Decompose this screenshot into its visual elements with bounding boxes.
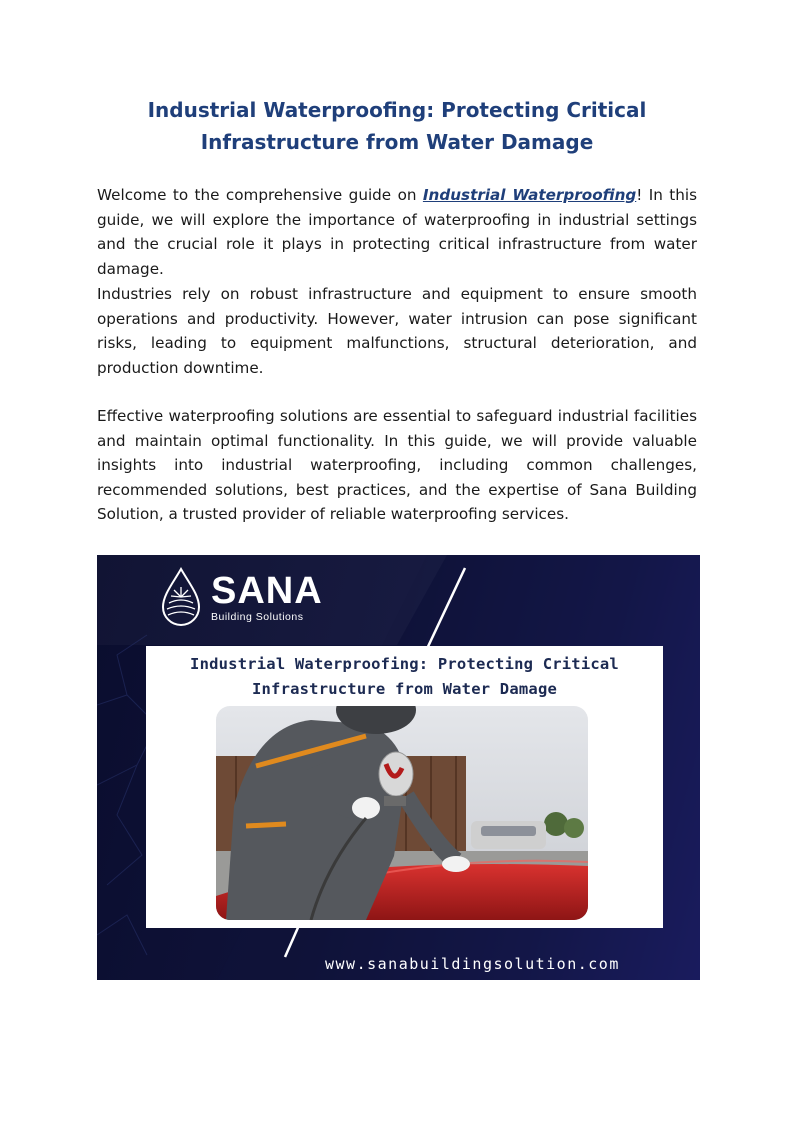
intro-text-before: Welcome to the comprehensive guide on bbox=[97, 186, 423, 204]
intro-paragraph bbox=[97, 183, 697, 281]
water-drop-logo-icon bbox=[159, 567, 203, 627]
intro-text-after: ! In this guide, we will explore the importance of waterproofing in industrial settings and the crucial role it plays in protecting critical infrastructure from water damage. bbox=[97, 186, 697, 278]
risks-paragraph: Industries rely on robust infrastructure and equipment to ensure smooth operations and productivity. However, water intrusion can pose significant risks, leading to equipment malfunctions, structural deterioration, and production downtime. bbox=[97, 285, 697, 377]
solutions-paragraph: Effective waterproofing solutions are essential to safeguard industrial facilities and maintain optimal functionality. In this guide, we will provide valuable insights into industrial waterproofing, including common challenges, recommended solutions, best practices, and the expertise of Sana Building Solution, a trusted provider of reliable waterproofing services. bbox=[97, 407, 697, 523]
banner-card bbox=[146, 646, 663, 928]
promo-banner bbox=[97, 555, 700, 980]
worker-spraying-car-image bbox=[216, 706, 588, 920]
brand-subtitle: Building Solutions bbox=[211, 611, 304, 623]
page-title: Industrial Waterproofing: Protecting Critical Infrastructure from Water Damage bbox=[147, 98, 647, 154]
industrial-waterproofing-link[interactable]: Industrial Waterproofing bbox=[422, 186, 637, 204]
website-url: www.sanabuildingsolution.com bbox=[325, 955, 620, 973]
banner-card-title-line2: Infrastructure from Water Damage bbox=[251, 680, 558, 698]
banner-card-title bbox=[146, 652, 663, 702]
sana-brand-logo bbox=[159, 567, 323, 627]
brand-name: SANA bbox=[211, 570, 323, 612]
banner-card-title-line1: Industrial Waterproofing: Protecting Critical bbox=[190, 655, 619, 673]
spray-painting-photo bbox=[216, 706, 588, 920]
